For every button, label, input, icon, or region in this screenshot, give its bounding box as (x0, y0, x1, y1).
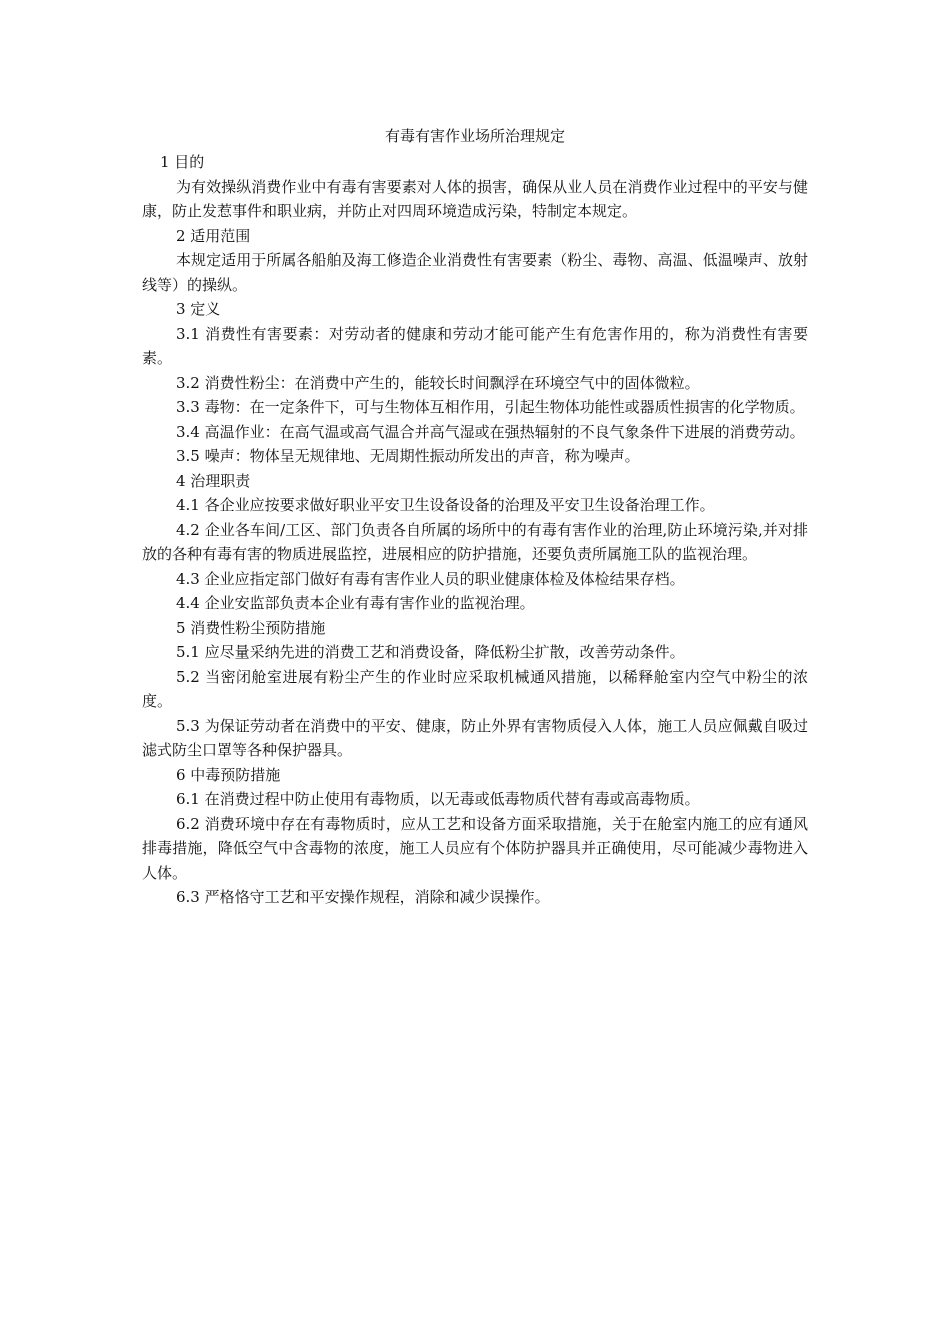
section-heading: 3 定义 (176, 300, 221, 318)
section-heading: 6 中毒预防措施 (176, 765, 281, 784)
section-heading: 2 适用范围 (176, 226, 251, 245)
paragraph: 3.1 消费性有害要素：对劳动者的健康和劳动才能可能产生有危害作用的，称为消费性有害要素。 (142, 324, 808, 367)
paragraph: 3.5 噪声：物体呈无规律地、无周期性振动所发出的声音，称为噪声。 (176, 447, 640, 465)
paragraph: 6.3 严格恪守工艺和平安操作规程，消除和减少误操作。 (176, 888, 550, 906)
section-heading: 1 目的 (160, 153, 205, 171)
paragraph: 4.4 企业安监部负责本企业有毒有害作业的监视治理。 (176, 594, 535, 612)
paragraph: 5.2 当密闭舱室进展有粉尘产生的作业时应采取机械通风措施，以稀释舱室内空气中粉尘的浓度。 (142, 667, 808, 710)
paragraph: 为有效操纵消费作业中有毒有害要素对人体的损害，确保从业人员在消费作业过程中的平安与健康，防止发惹事件和职业病，并防止对四周环境造成污染，特制定本规定。 (142, 177, 808, 220)
paragraph: 5.3 为保证劳动者在消费中的平安、健康，防止外界有害物质侵入人体，施工人员应佩戴自吸过滤式防尘口罩等各种保护器具。 (142, 716, 808, 759)
document-title: 有毒有害作业场所治理规定 (384, 127, 565, 145)
paragraph: 3.3 毒物：在一定条件下，可与生物体互相作用，引起生物体功能性或器质性损害的化学物质。 (176, 398, 805, 416)
paragraph: 4.2 企业各车间/工区、部门负责各自所属的场所中的有毒有害作业的治理,防止环境污染,并对排放的各种有毒有害的物质进展监控，进展相应的防护措施，还要负责所属施工队的监视治理。 (142, 520, 808, 563)
paragraph: 3.4 高温作业：在高气温或高气温合并高气湿或在强热辐射的不良气象条件下进展的消费劳动。 (176, 422, 805, 441)
paragraph: 4.1 各企业应按要求做好职业平安卫生设备设备的治理及平安卫生设备治理工作。 (176, 496, 715, 514)
paragraph: 3.2 消费性粉尘：在消费中产生的，能较长时间飘浮在环境空气中的固体微粒。 (176, 373, 700, 392)
paragraph: 本规定适用于所属各船舶及海工修造企业消费性有害要素（粉尘、毒物、高温、低温噪声、放射线等）的操纵。 (142, 251, 808, 294)
document-page (142, 124, 808, 910)
paragraph: 6.2 消费环境中存在有毒物质时，应从工艺和设备方面采取措施，关于在舱室内施工的应有通风排毒措施，降低空气中含毒物的浓度，施工人员应有个体防护器具并正确使用，尽可能减少毒物进入人体。 (142, 814, 808, 882)
paragraph: 6.1 在消费过程中防止使用有毒物质，以无毒或低毒物质代替有毒或高毒物质。 (176, 790, 700, 808)
paragraph: 5.1 应尽量采纳先进的消费工艺和消费设备，降低粉尘扩散，改善劳动条件。 (176, 643, 685, 661)
section-heading: 5 消费性粉尘预防措施 (176, 618, 326, 637)
paragraph: 4.3 企业应指定部门做好有毒有害作业人员的职业健康体检及体检结果存档。 (176, 569, 685, 588)
section-heading: 4 治理职责 (176, 471, 251, 490)
